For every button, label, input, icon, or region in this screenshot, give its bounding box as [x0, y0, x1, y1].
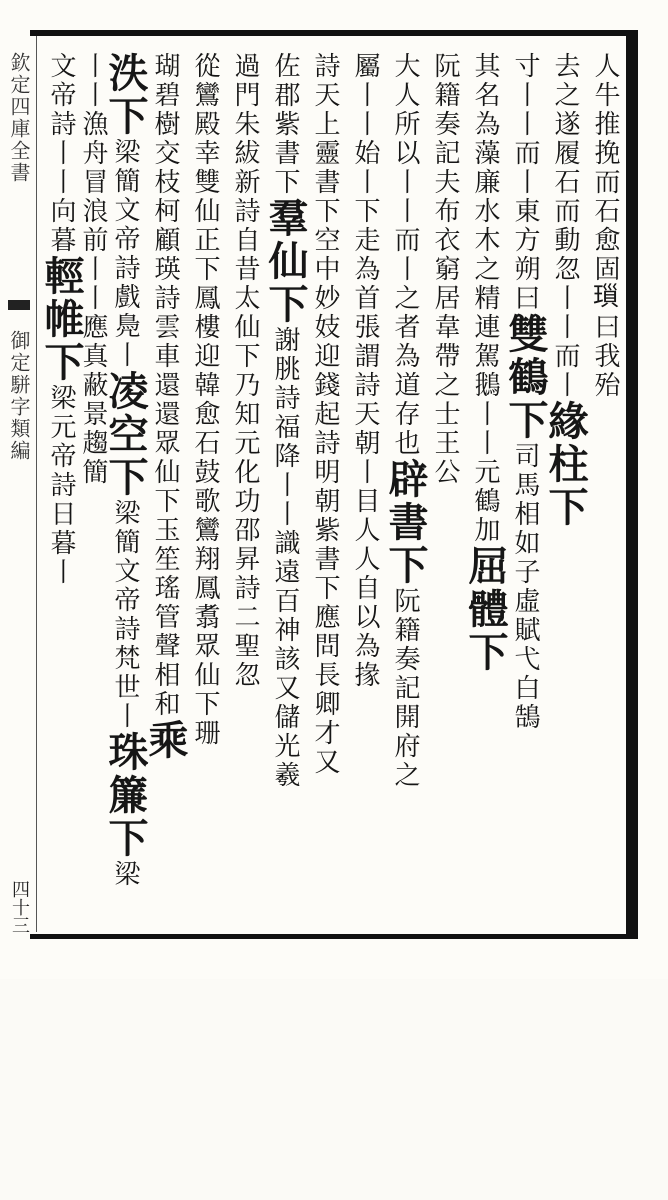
text-column-8 [308, 52, 342, 922]
column-text-after: 司馬相如子虛賦弋白鵠 [510, 442, 540, 732]
column-text-after: 梁簡文帝詩戲鳧丨 [110, 138, 140, 370]
entry-headword: 羣仙 [262, 197, 309, 283]
entry-headword: 緣柱 [542, 400, 589, 486]
text-column-10 [228, 52, 262, 922]
text-column-12 [142, 52, 189, 922]
text-column-11 [188, 52, 222, 922]
margin-top-text: 欽定四庫全書 [7, 52, 31, 184]
text-column-9 [262, 52, 309, 922]
entry-position: 下 [38, 341, 85, 384]
column-text-after: 簡 [78, 458, 108, 487]
entry-headword: 輕帷 [38, 255, 85, 341]
text-column-4 [462, 52, 509, 922]
entry-position: 下 [502, 399, 549, 442]
entry-position: 下 [542, 486, 589, 529]
column-text-after: 連駕鵝丨丨元鶴加 [470, 313, 500, 545]
text-column-2 [542, 52, 589, 922]
fish-tail-mark [8, 300, 30, 310]
text-column-13 [102, 52, 149, 922]
entry-headword: 辟書 [382, 458, 429, 544]
column-text: 屬丨丨始丨下走為首張謂詩天朝丨 [350, 52, 380, 487]
text-column-3 [502, 52, 549, 922]
book-title: 御定駢字類編 [7, 330, 31, 462]
entry-headword: 雙鶴 [502, 313, 549, 399]
entry-headword: 屈體 [462, 545, 509, 631]
scan-edge-right [626, 30, 638, 939]
entry-headword: 泆 [102, 52, 149, 95]
column-text: 瑚碧樹交枝柯顧瑛詩雲車還還眾仙下玉笙瑤管聲相和 [150, 52, 180, 719]
entry-position: 下 [102, 817, 149, 860]
column-text: 人牛推挽而石愈固𤨏曰我殆 [590, 52, 620, 400]
text-column-15 [38, 52, 85, 922]
entry-position: 下 [102, 95, 149, 138]
column-text: 丨丨漁舟冒浪前 [78, 52, 108, 255]
column-text: 寸丨丨而丨東方朔曰 [510, 52, 540, 313]
entry-position: 下 [462, 631, 509, 674]
scan-edge-bottom [30, 934, 636, 939]
entry-position: 下 [102, 456, 149, 499]
column-text: 其名為藻廉水木之精 [470, 52, 500, 313]
entry-position: 下 [262, 283, 309, 326]
column-text-after: 梁簡文帝詩梵世丨 [110, 499, 140, 731]
column-text-after: 梁 [110, 860, 140, 889]
column-text: 佐郡紫書下 [270, 52, 300, 197]
text-column-1 [588, 52, 622, 922]
column-text: 從鸞殿幸雙仙正下鳳樓迎韓愈石鼓歌鸞翔鳳翥眾仙下珊 [190, 52, 220, 748]
column-text: 去之遂履石而動忽丨丨而丨 [550, 52, 580, 400]
column-text-after: 阮籍奏記開府之 [390, 587, 420, 790]
column-text: 文帝詩丨丨向暮 [46, 52, 76, 255]
column-text: 大人所以丨丨而丨之者為道存也 [390, 52, 420, 458]
text-column-5 [428, 52, 462, 922]
column-text-after: 丨丨應真蔽景趨 [78, 255, 108, 458]
text-column-14 [76, 52, 110, 922]
entry-headword: 凌空 [102, 370, 149, 456]
column-text-after: 謝朓詩福降丨丨識遠百神該又儲光羲 [270, 326, 300, 790]
column-text-after: 詩自昔太仙下乃知元化功邵昇詩二聖忽 [230, 197, 260, 690]
page-number: 四十三 [9, 880, 30, 934]
entry-headword: 乘 [142, 719, 189, 762]
column-text-after: 目人人自以為掾 [350, 487, 380, 690]
margin-title [6, 330, 34, 1200]
column-text: 詩天上靈書下空中妙妓迎錢起詩明朝紫書下應問長卿才又 [310, 52, 340, 777]
text-column-7 [348, 52, 382, 922]
text-column-6 [382, 52, 429, 922]
entry-headword: 珠簾 [102, 731, 149, 817]
column-text-after: 梁元帝詩日暮丨 [46, 384, 76, 587]
column-text: 阮籍奏記夫布衣窮居韋帶之士王公 [430, 52, 460, 487]
column-text: 過門朱紱新 [230, 52, 260, 197]
entry-position: 下 [382, 544, 429, 587]
